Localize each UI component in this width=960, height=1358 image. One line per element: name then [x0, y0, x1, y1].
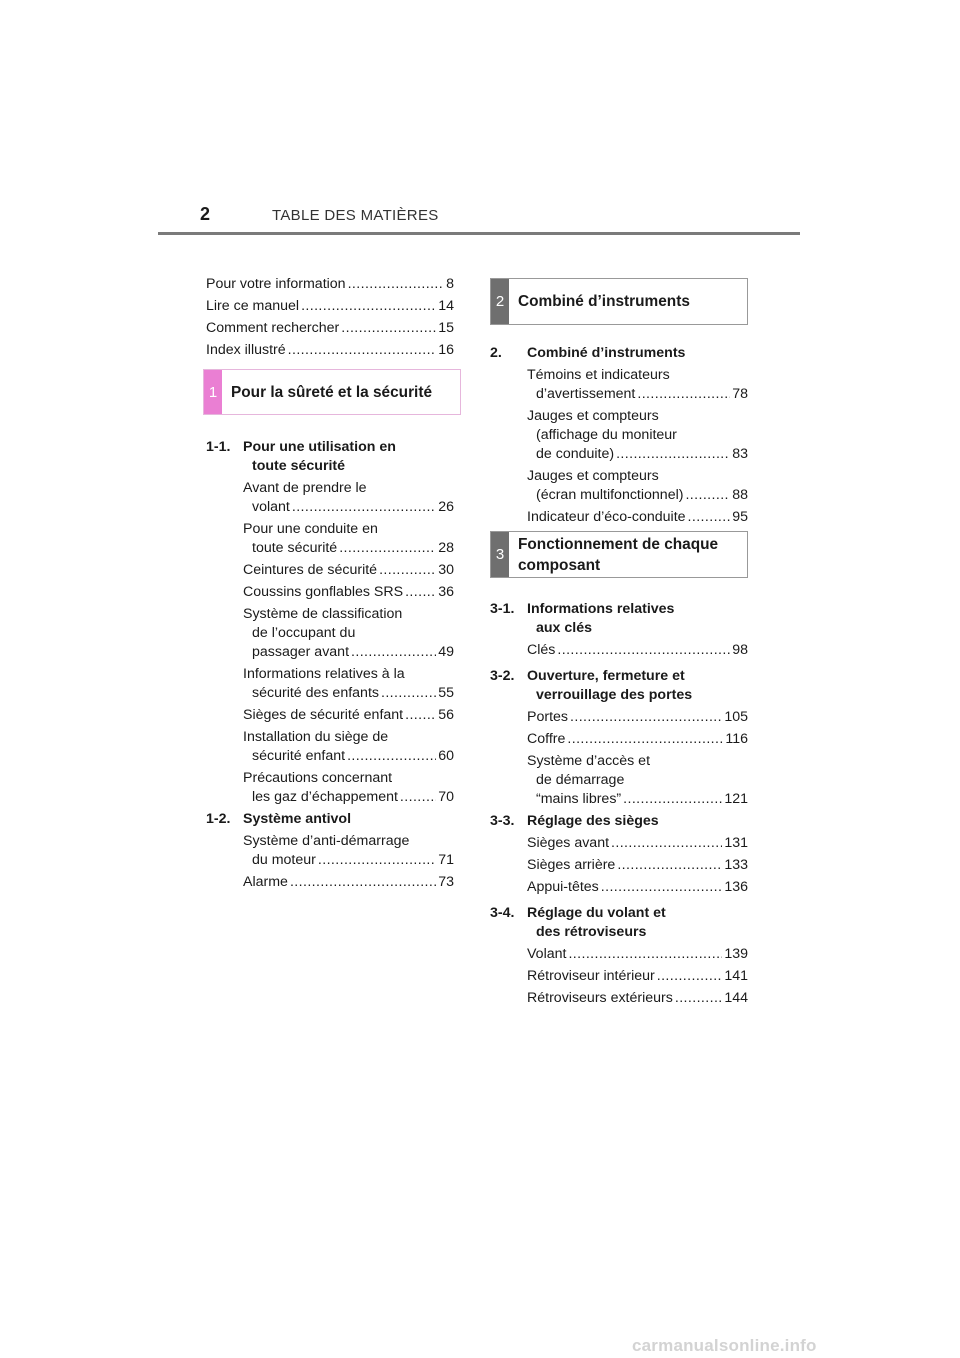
toc-entry[interactable]: Avant de prendre le volant ..... 26: [206, 479, 454, 517]
toc-entry[interactable]: Jauges et compteurs (affichage du moniteur de conduite) ..... 83: [490, 407, 748, 464]
chapter-1-box[interactable]: [203, 369, 461, 415]
section-heading-1-2[interactable]: 1-2. Système antivol: [206, 811, 352, 827]
chapter-3-box[interactable]: [490, 531, 748, 578]
toc-entry[interactable]: Système de classification de l’occupant du passager avant ..... 49: [206, 605, 454, 662]
section-heading-3-1[interactable]: 3-1. Informations relatives aux clés: [490, 601, 675, 636]
toc-entry[interactable]: Jauges et compteurs (écran multifonctionnel) ..... 88: [490, 467, 748, 505]
toc-entry[interactable]: Sièges de sécurité enfant ..... 56: [206, 706, 454, 725]
toc-entry[interactable]: Clés ..... 98: [490, 641, 748, 660]
toc-entry[interactable]: Lire ce manuel ..... 14: [206, 297, 454, 316]
section-heading-3-4[interactable]: 3-4. Réglage du volant et des rétroviseurs: [490, 905, 666, 940]
header-rule: [158, 232, 800, 235]
section-heading-3-2[interactable]: 3-2. Ouverture, fermeture et verrouillage des portes: [490, 668, 693, 703]
toc-entry[interactable]: Système d’accès et de démarrage “mains libres” ..... 121: [490, 752, 748, 809]
chapter-3-tab: 3: [491, 532, 509, 577]
toc-entry[interactable]: Indicateur d’éco-conduite ..... 95: [490, 508, 748, 527]
toc-entry[interactable]: Sièges arrière ..... 133: [490, 856, 748, 875]
page-number: 2: [200, 204, 211, 224]
toc-entry[interactable]: Volant ..... 139: [490, 945, 748, 964]
toc-entry[interactable]: Appui-têtes ..... 136: [490, 878, 748, 897]
chapter-2-title: Combiné d’instruments: [518, 293, 690, 310]
header-title: TABLE DES MATIÈRES: [272, 207, 439, 224]
watermark: carmanualsonline.info: [632, 1336, 817, 1355]
toc-entry[interactable]: Sièges avant ..... 131: [490, 834, 748, 853]
toc-entry[interactable]: Index illustré ..... 16: [206, 341, 454, 360]
section-heading-3-3[interactable]: 3-3. Réglage des sièges: [490, 813, 659, 829]
chapter-2-tab: 2: [491, 279, 509, 324]
toc-entry[interactable]: Informations relatives à la sécurité des enfants ..... 55: [206, 665, 454, 703]
toc-entry[interactable]: Alarme ..... 73: [206, 873, 454, 892]
section-heading-2[interactable]: 2. Combiné d’instruments: [490, 345, 686, 361]
right-column: [490, 278, 748, 1011]
toc-entry[interactable]: Coussins gonflables SRS ..... 36: [206, 583, 454, 602]
toc-entry[interactable]: Pour votre information ..... 8: [206, 275, 454, 294]
section-heading-1-1[interactable]: 1-1. Pour une utilisation en toute sécurité: [206, 439, 396, 474]
toc-entry[interactable]: Pour une conduite en toute sécurité ..... 28: [206, 520, 454, 558]
toc-entry[interactable]: Rétroviseurs extérieurs ..... 144: [490, 989, 748, 1008]
chapter-1-tab: 1: [204, 370, 222, 414]
chapter-2-box[interactable]: [490, 278, 748, 325]
toc-entry[interactable]: Rétroviseur intérieur ..... 141: [490, 967, 748, 986]
chapter-1-title: Pour la sûreté et la sécurité: [231, 383, 433, 401]
toc-entry[interactable]: Comment rechercher ..... 15: [206, 319, 454, 338]
left-column: [206, 275, 454, 895]
toc-entry[interactable]: Témoins et indicateurs d’avertissement ..... 78: [490, 366, 748, 404]
toc-entry[interactable]: Système d’anti-démarrage du moteur ..... 71: [206, 832, 454, 870]
toc-entry[interactable]: Portes ..... 105: [490, 708, 748, 727]
toc-entry[interactable]: Ceintures de sécurité ..... 30: [206, 561, 454, 580]
toc-entry[interactable]: Coffre ..... 116: [490, 730, 748, 749]
chapter-3-title: Fonctionnement de chaque composant: [518, 535, 719, 574]
toc-entry[interactable]: Précautions concernant les gaz d’échappement ..... 70: [206, 769, 454, 807]
toc-entry[interactable]: Installation du siège de sécurité enfant ..... 60: [206, 728, 454, 766]
